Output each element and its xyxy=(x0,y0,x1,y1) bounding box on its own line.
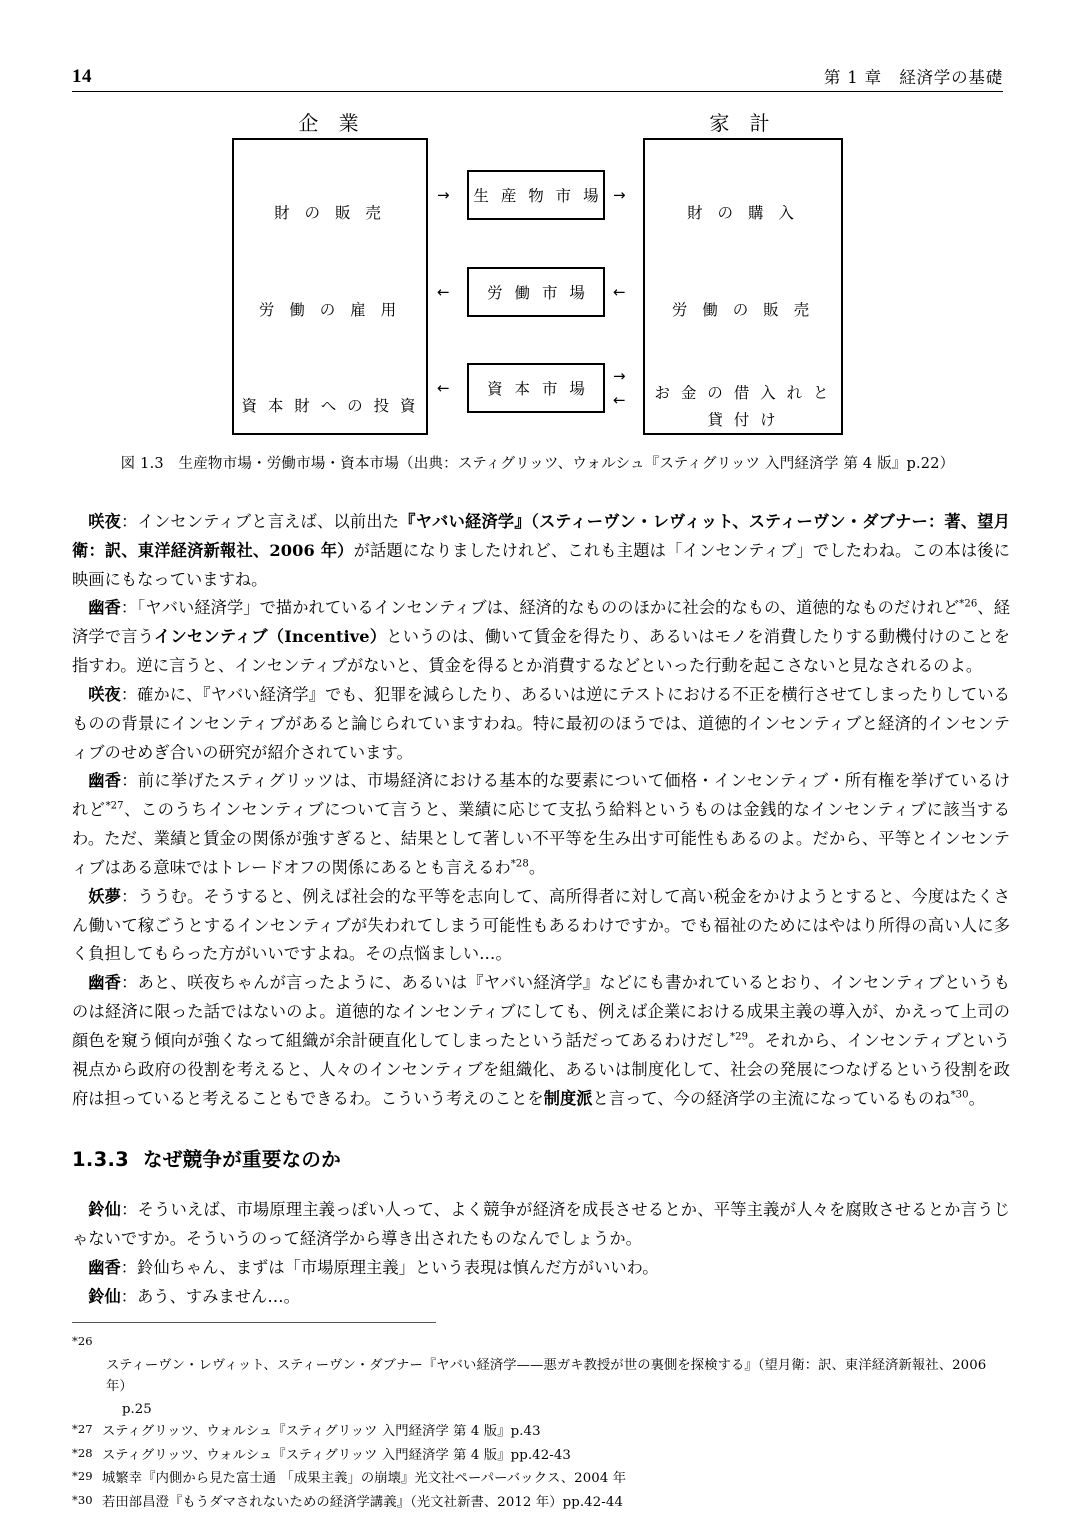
figure-caption: 図 1.3 生産物市場・労働市場・資本市場（出典：スティグリッツ、ウォルシュ『スティグリッツ 入門経済学 第 4 版』p.22） xyxy=(120,456,955,472)
speaker-colon: ： xyxy=(120,598,138,618)
footnote-ref-26[interactable]: *26 xyxy=(959,599,978,611)
paragraph-text: 前に挙げたスティグリッツは、市場経済における基本的な要素について価格・インセンティブ・所有権を挙げているけれど xyxy=(72,771,1010,820)
arrow-capital-right-in: ← xyxy=(613,391,626,409)
dialogue-paragraph-5 xyxy=(72,883,1010,969)
speaker-colon: ： xyxy=(121,886,138,906)
section-dialogue-paragraph-3 xyxy=(72,1283,1010,1312)
footnote-ref-27[interactable]: *27 xyxy=(105,800,124,812)
paragraph-text: あう、すみません…。 xyxy=(137,1286,300,1306)
households-row-labor: 労 働 の 販 売 xyxy=(671,301,815,319)
footnote-text: 若田部昌澄『もうダマされないための経済学講義』（光文社新書、2012 年）pp.42-44 xyxy=(102,1494,623,1510)
speaker-name: 鈴仙 xyxy=(88,1286,121,1306)
body-text xyxy=(72,508,1010,1311)
footnote-text: 城繁幸『内側から見た富士通 「成果主義」の崩壊』光文社ペーパーバックス、2004 年 xyxy=(102,1471,627,1487)
speaker-colon: ： xyxy=(120,684,138,704)
section-title: なぜ競争が重要なのか xyxy=(143,1148,342,1172)
speaker-name: 幽香 xyxy=(88,1257,121,1277)
figure-1-3 xyxy=(72,105,1003,445)
paragraph-text: インセンティブと言えば、以前出た xyxy=(137,512,400,531)
book-citation-bold: 『ヤバい経済学』（スティーヴン・レヴィット、スティーヴン・ダブナー：著、望月衛：訳、東洋経済新報社、2006 年） xyxy=(72,512,1011,560)
footnote-mark: *28 xyxy=(72,1445,93,1460)
firms-row-goods: 財 の 販 売 xyxy=(274,204,386,222)
paragraph-text-cont2: と言って、今の経済学の主流になっているものね xyxy=(592,1088,951,1108)
dialogue-paragraph-2 xyxy=(72,594,1010,680)
paragraph-text-cont2: 。 xyxy=(528,857,546,877)
footnote-mark: *27 xyxy=(72,1422,93,1437)
footnote-mark: *30 xyxy=(72,1492,93,1507)
running-header xyxy=(72,58,1003,92)
paragraph-text-cont: 、このうちインセンティブについて言うと、業績に応じて支払う給料というものは金銭的なインセンティブに該当するわ。ただ、業績と賃金の関係が強すぎると、結果として著しい不平等を生み出す可能性もあるのよ。だから、平等とインセンティブはある意味ではトレードオフの関係にあるとも言えるわ xyxy=(72,800,1010,877)
section-number: 1.3.3 xyxy=(72,1148,130,1172)
footnote-item xyxy=(72,1332,1010,1398)
paragraph-text: そういえば、市場原理主義っぽい人って、よく競争が経済を成長させるとか、平等主義が人々を腐敗させるとか言うじゃないですか。そういうのって経済学から導き出されたものなんでしょうか。 xyxy=(72,1200,1011,1248)
households-box xyxy=(643,138,843,435)
goods-market-box: 生 産 物 市 場 xyxy=(467,170,605,220)
speaker-name: 咲夜 xyxy=(88,512,122,531)
paragraph-text: 「ヤバい経済学」で描かれているインセンティブは、経済的なもののほかに社会的なもの、道徳的なものだけれど xyxy=(137,598,960,618)
footnote-mark: *29 xyxy=(72,1469,93,1484)
footnote-text: スティーヴン・レヴィット、スティーヴン・ダブナー『ヤバい経済学——悪ガキ教授が世の裏側を探検する』（望月衛：訳、東洋経済新報社、2006 年） xyxy=(106,1357,987,1395)
term-institutionalist-bold: 制度派 xyxy=(543,1088,593,1108)
speaker-colon: ： xyxy=(121,771,138,791)
paragraph-text-cont3: 。 xyxy=(968,1088,985,1108)
footnote-ref-30[interactable]: *30 xyxy=(950,1089,969,1101)
section-dialogue-paragraph-2 xyxy=(72,1254,1010,1283)
speaker-colon: ： xyxy=(121,973,138,993)
page-number: 14 xyxy=(72,66,92,87)
flow-diagram xyxy=(72,105,1003,445)
speaker-colon: ： xyxy=(121,512,138,531)
footnote-continuation: p.25 xyxy=(122,1401,152,1417)
households-title: 家 計 xyxy=(709,111,777,135)
arrow-capital-left: ← xyxy=(437,379,450,397)
speaker-colon: ： xyxy=(120,1257,138,1277)
section-heading-1-3-3 xyxy=(72,1143,1010,1178)
speaker-colon: ： xyxy=(120,1286,138,1306)
firms-box xyxy=(232,138,428,435)
footnote-item xyxy=(72,1444,1010,1467)
paragraph-text-cont: 、経済学で言う xyxy=(72,598,1010,647)
footnote-ref-29[interactable]: *29 xyxy=(730,1031,749,1043)
chapter-title: 第 1 章 経済学の基礎 xyxy=(823,68,1003,87)
section-dialogue-paragraph-1 xyxy=(72,1196,1010,1254)
term-incentive-bold: インセンティブ（Incentive） xyxy=(154,627,387,647)
arrow-goods-left: → xyxy=(437,186,450,204)
paragraph-text: 鈴仙ちゃん、まずは「市場原理主義」という表現は慎んだ方がいいわ。 xyxy=(137,1257,659,1277)
dialogue-paragraph-1 xyxy=(72,508,1010,594)
paragraph-text: あと、咲夜ちゃんが言ったように、あるいは『ヤバい経済学』などにも書かれているとおり、インセンティブというものは経済に限った話ではないのよ。道徳的なインセンティブにしても、例えば企業における成果主義の導入が、かえって上司の顔色を窺う傾向が強くなって組織が余計硬直化してしまったという話だってあるわけだし xyxy=(72,973,1011,1050)
speaker-name: 鈴仙 xyxy=(88,1200,122,1220)
households-row-money-1: お 金 の 借 入 れ と xyxy=(654,384,832,402)
capital-market-box: 資 本 市 場 xyxy=(467,363,605,413)
footnote-ref-28[interactable]: *28 xyxy=(510,858,529,870)
arrow-capital-right-out: → xyxy=(613,367,626,385)
footnote-mark: *26 xyxy=(72,1334,93,1348)
arrow-labor-right: ← xyxy=(613,283,626,301)
footnote-text: スティグリッツ、ウォルシュ『スティグリッツ 入門経済学 第 4 版』p.43 xyxy=(102,1424,541,1440)
paragraph-text-cont: 。それから、インセンティブという視点から政府の役割を考えると、人々のインセンティブを組織化、あるいは制度化して、社会の発展につなげるという役割を政府は担っていると考えることもできるわ。こういう考えのことを xyxy=(72,1030,1010,1108)
footnote-separator-rule xyxy=(72,1322,436,1323)
speaker-name: 妖夢 xyxy=(88,886,122,906)
households-row-goods: 財 の 購 入 xyxy=(687,204,799,222)
speaker-name: 幽香 xyxy=(88,771,122,791)
firms-title: 企 業 xyxy=(298,111,366,135)
firms-row-labor: 労 働 の 雇 用 xyxy=(258,301,402,319)
footnote-item xyxy=(72,1467,1010,1490)
footnote-item xyxy=(72,1420,1010,1443)
speaker-colon: ： xyxy=(121,1200,138,1220)
arrow-labor-left: ← xyxy=(437,283,450,301)
speaker-name: 幽香 xyxy=(88,598,121,618)
labor-market-box: 労 働 市 場 xyxy=(467,267,605,317)
speaker-name: 咲夜 xyxy=(88,684,121,704)
households-row-money-2: 貸 付 け xyxy=(707,411,779,429)
dialogue-paragraph-3 xyxy=(72,681,1010,767)
footnote-area xyxy=(72,1322,1010,1514)
paragraph-text-cont2: というのは、働いて賃金を得たり、あるいはモノを消費したりする動機付けのことを指すわ。逆に言うと、インセンティブがないと、賃金を得るとか消費するなどといった行動を起こさないと見なされるのよ。 xyxy=(72,627,1011,676)
paragraph-text: 確かに、『ヤバい経済学』でも、犯罪を減らしたり、あるいは逆にテストにおける不正を横行させてしまったりしているものの背景にインセンティブがあると論じられていますわね。特に最初のほうでは、道徳的インセンティブと経済的インセンティブのせめぎ合いの研究が紹介されています。 xyxy=(72,684,1010,762)
dialogue-paragraph-4 xyxy=(72,767,1010,882)
footnote-item xyxy=(72,1491,1010,1514)
dialogue-paragraph-6 xyxy=(72,969,1010,1113)
speaker-name: 幽香 xyxy=(88,973,122,993)
firms-row-capital: 資 本 財 へ の 投 資 xyxy=(241,397,419,415)
paragraph-text-cont: が話題になりましたけれど、これも主題は「インセンティブ」でしたわね。この本は後に映画にもなっていますね。 xyxy=(72,540,1011,589)
footnote-text: スティグリッツ、ウォルシュ『スティグリッツ 入門経済学 第 4 版』pp.42-43 xyxy=(102,1447,571,1463)
paragraph-text: ううむ。そうすると、例えば社会的な平等を志向して、高所得者に対して高い税金をかけようとすると、今度はたくさん働いて稼ごうとするインセンティブが失われてしまう可能性もあるわけですか。でも福祉のためにはやはり所得の高い人に多く負担してもらった方がいいですよね。その点悩ましい…。 xyxy=(72,886,1011,964)
arrow-goods-right: → xyxy=(613,186,626,204)
